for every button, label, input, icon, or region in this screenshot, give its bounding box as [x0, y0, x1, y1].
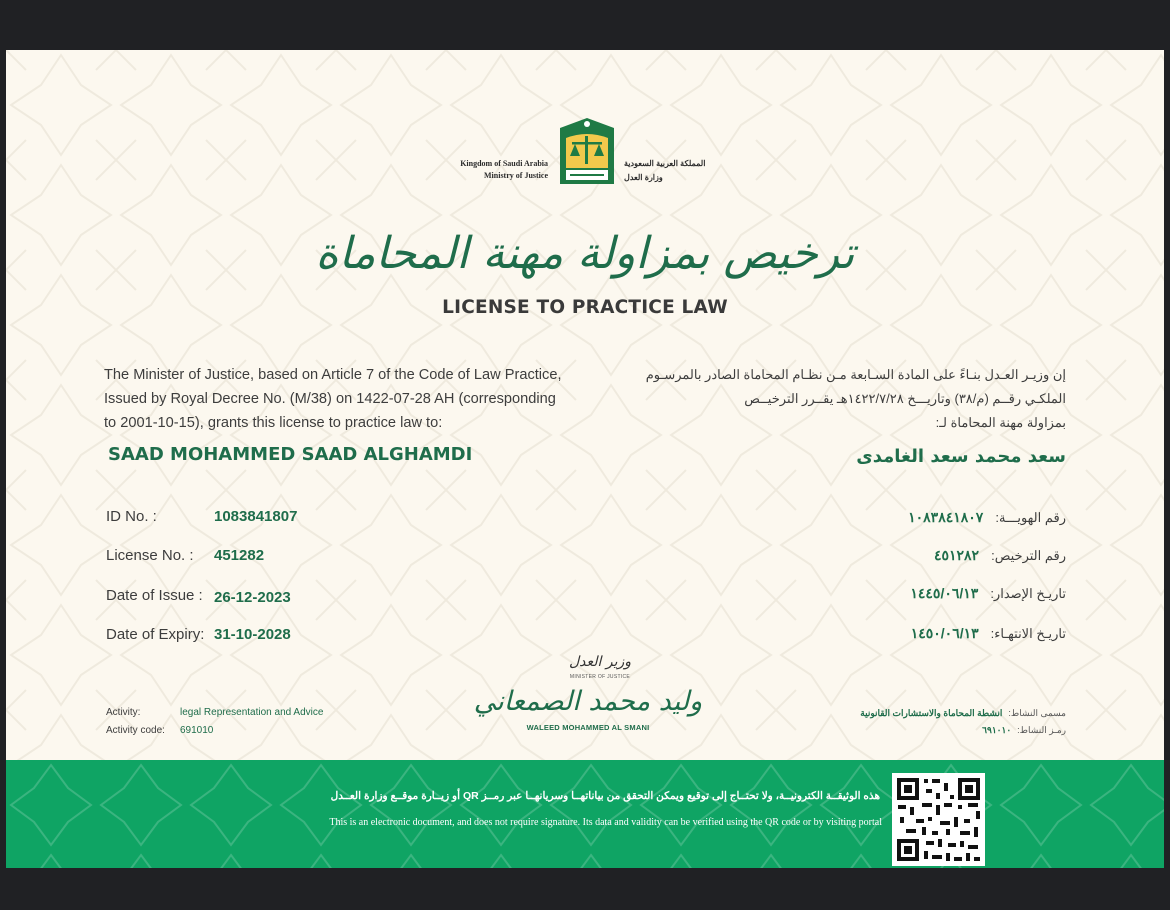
activity-value-en: legal Representation and Advice	[180, 707, 324, 718]
issue-row-ar	[910, 585, 1066, 602]
intro-arabic	[618, 363, 1066, 435]
expiry-date-value-en: 31-10-2028	[214, 626, 291, 643]
ministry-name-en-line1: Kingdom of Saudi Arabia	[460, 159, 548, 168]
minister-name-en: WALEED MOHAMMED AL SMANI	[526, 723, 650, 732]
ministry-name-en-line2: Ministry of Justice	[484, 171, 548, 180]
issue-date-label-en: Date of Issue :	[106, 587, 203, 604]
intro-ar-line: إن وزيـر العـدل بنـاءً على المادة السـابعة مـن نظـام المحاماة الصادر بالمرسـوم	[645, 367, 1066, 382]
intro-en-line: to 2001-10-15), grants this license to practice law to:	[104, 415, 443, 431]
license-value-en: 451282	[214, 547, 265, 564]
ministry-name-ar-line2: وزارة العدل	[624, 173, 663, 182]
license-label-ar: رقم الترخيص:	[991, 548, 1066, 563]
id-row-ar	[908, 509, 1066, 526]
footer-pattern	[6, 760, 1164, 868]
intro-ar-line: الملكـي رقــم (م/٣٨) وتاريـــخ ١٤٢٢/٧/٢٨هـ يقــرر الترخيــص	[744, 391, 1066, 406]
minister-title-en: MINISTER OF JUSTICE	[569, 674, 631, 680]
intro-en-line: The Minister of Justice, based on Article 7 of the Code of Law Practice,	[104, 367, 562, 383]
intro-ar-line: بمزاولة مهنة المحاماة لـ:	[935, 415, 1066, 430]
issue-date-value-en: 26-12-2023	[214, 589, 291, 606]
intro-english	[104, 363, 564, 435]
activity-code-row-ar	[982, 725, 1066, 736]
activity-code-label-en: Activity code:	[106, 725, 165, 736]
footer-text-en: This is an electronic document, and does not require signature. Its data and validity can be verified using the QR code or by visiting portal	[329, 817, 882, 828]
title-arabic: ترخيص بمزاولة مهنة المحاماة	[315, 228, 855, 279]
license-value-ar: ٤٥١٢٨٢	[933, 547, 980, 563]
ministry-name-ar-line1: المملكة العربية السعودية	[624, 159, 706, 168]
title-english: LICENSE TO PRACTICE LAW	[442, 297, 728, 318]
issue-date-label-ar: تاريـخ الإصدار:	[990, 586, 1066, 601]
minister-title-ar: وزير العدل	[568, 654, 632, 670]
ministry-emblem-icon	[558, 116, 616, 186]
expiry-date-label-en: Date of Expiry:	[106, 626, 205, 643]
qr-code[interactable]	[892, 773, 985, 866]
certificate	[6, 50, 1164, 868]
intro-en-line: Issued by Royal Decree No. (M/38) on 1422-07-28 AH (corresponding	[104, 391, 556, 407]
id-value-ar: ١٠٨٣٨٤١٨٠٧	[908, 509, 984, 525]
activity-code-value-ar: ٦٩١٠١٠	[982, 725, 1012, 735]
id-label-ar: رقم الهويـــة:	[995, 510, 1066, 525]
license-row-ar	[934, 547, 1066, 564]
activity-value-ar: انشطة المحاماة والاستشارات القانونية	[860, 708, 1003, 718]
activity-code-value-en: 691010	[180, 725, 214, 736]
expiry-date-label-ar: تاريـخ الانتهـاء:	[990, 626, 1066, 641]
expiry-row-ar	[911, 625, 1066, 642]
footer-text-ar: هذه الوثيقــة الكترونيــة، ولا تحتــاج إلى توقيع ويمكن التحقق من بياناتهــا وسريانهــا عبر رمــز QR أو زيــارة موقــع وزارة العــدل	[330, 790, 880, 802]
activity-code-label-ar: رمـز النشاط:	[1017, 725, 1066, 735]
footer-bar	[6, 760, 1164, 868]
activity-label-en: Activity:	[106, 707, 141, 718]
issue-date-value-ar: ١٤٤٥/٠٦/١٣	[910, 585, 979, 601]
activity-label-ar: مسمى النشاط:	[1008, 708, 1066, 718]
expiry-date-value-ar: ١٤٥٠/٠٦/١٣	[910, 625, 979, 641]
licensee-name-en: SAAD MOHAMMED SAAD ALGHAMDI	[108, 444, 473, 465]
minister-signature: وليد محمد الصمعاني	[473, 686, 703, 717]
activity-row-ar	[860, 708, 1066, 719]
id-value-en: 1083841807	[214, 508, 298, 525]
license-label-en: License No. :	[106, 547, 194, 564]
licensee-name-ar: سعد محمد سعد الغامدى	[856, 446, 1066, 467]
id-label-en: ID No. :	[106, 508, 157, 525]
